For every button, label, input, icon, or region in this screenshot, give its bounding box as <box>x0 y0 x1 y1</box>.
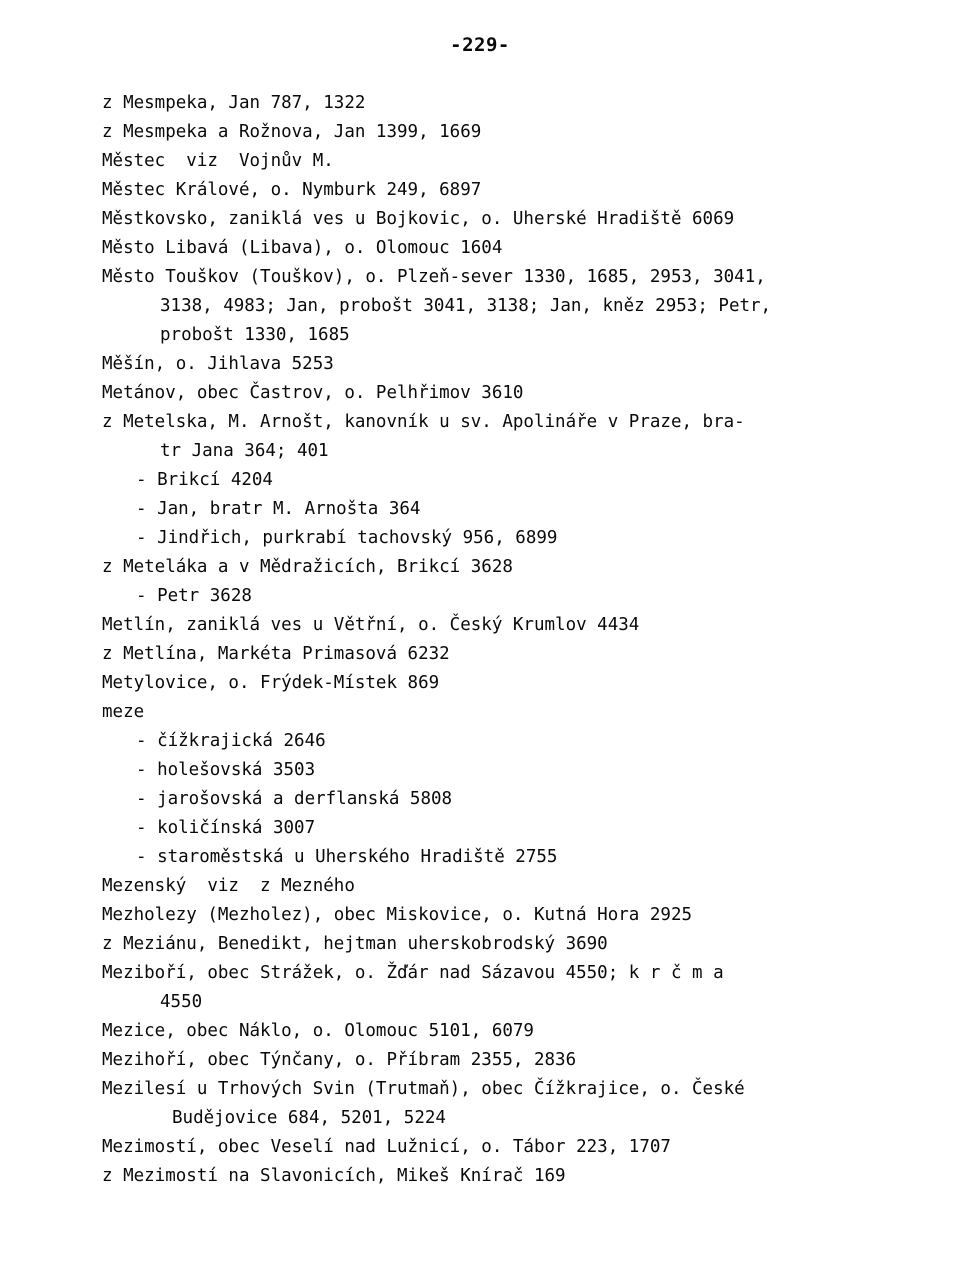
index-entry: Městkovsko, zaniklá ves u Bojkovic, o. Uherské Hradiště 6069 <box>102 209 735 229</box>
index-entry: Meziboří, obec Strážek, o. Žďár nad Sázavou 4550; k r č m a <box>102 963 724 983</box>
index-entries <box>102 89 862 1191</box>
index-entry: Měšín, o. Jihlava 5253 <box>102 354 334 374</box>
index-entry: z Meziánu, Benedikt, hejtman uherskobrodský 3690 <box>102 934 608 954</box>
index-entry: meze <box>102 702 145 722</box>
index-entry: Mezenský viz z Mezného <box>102 876 355 896</box>
index-entry: Mezice, obec Náklo, o. Olomouc 5101, 6079 <box>102 1021 534 1041</box>
index-subentry: - holešovská 3503 <box>136 760 316 780</box>
index-subentry: - Jan, bratr M. Arnošta 364 <box>136 499 421 519</box>
index-entry: z Mezimostí na Slavonicích, Mikeš Knírač 169 <box>102 1166 566 1186</box>
index-entry: Město Libavá (Libava), o. Olomouc 1604 <box>102 238 503 258</box>
index-entry-continuation: 3138, 4983; Jan, probošt 3041, 3138; Jan, kněz 2953; Petr, <box>160 296 772 316</box>
index-entry: Metylovice, o. Frýdek-Místek 869 <box>102 673 440 693</box>
index-entry: Mezimostí, obec Veselí nad Lužnicí, o. Tábor 223, 1707 <box>102 1137 671 1157</box>
index-subentry: - Jindřich, purkrabí tachovský 956, 6899 <box>136 528 558 548</box>
index-subentry: - staroměstská u Uherského Hradiště 2755 <box>136 847 558 867</box>
index-entry: Mezholezy (Mezholez), obec Miskovice, o. Kutná Hora 2925 <box>102 905 693 925</box>
index-entry: z Mesmpeka, Jan 787, 1322 <box>102 93 366 113</box>
index-entry: Městec viz Vojnův M. <box>102 151 334 171</box>
index-entry: Mezilesí u Trhových Svin (Trutmaň), obec Čížkrajice, o. České <box>102 1079 745 1099</box>
index-subentry: - Brikcí 4204 <box>136 470 273 490</box>
index-entry: z Metlína, Markéta Primasová 6232 <box>102 644 450 664</box>
index-subentry: - Petr 3628 <box>136 586 252 606</box>
index-entry-continuation: 4550 <box>160 992 203 1012</box>
index-entry: Město Touškov (Touškov), o. Plzeň-sever 1330, 1685, 2953, 3041, <box>102 267 766 287</box>
index-entry: Metánov, obec Častrov, o. Pelhřimov 3610 <box>102 383 524 403</box>
index-entry: Mezihoří, obec Týnčany, o. Příbram 2355, 2836 <box>102 1050 577 1070</box>
index-entry: Metlín, zaniklá ves u Větřní, o. Český Krumlov 4434 <box>102 615 640 635</box>
index-entry: z Meteláka a v Mědražicích, Brikcí 3628 <box>102 557 513 577</box>
index-entry-continuation: tr Jana 364; 401 <box>160 441 329 461</box>
index-entry-continuation: probošt 1330, 1685 <box>160 325 350 345</box>
index-subentry: - količínská 3007 <box>136 818 316 838</box>
index-entry-continuation: Budějovice 684, 5201, 5224 <box>172 1108 446 1128</box>
index-entry: z Mesmpeka a Rožnova, Jan 1399, 1669 <box>102 122 482 142</box>
index-entry: z Metelska, M. Arnošt, kanovník u sv. Apolináře v Praze, bra- <box>102 412 745 432</box>
index-subentry: - čížkrajická 2646 <box>136 731 326 751</box>
index-subentry: - jarošovská a derflanská 5808 <box>136 789 453 809</box>
page-number: -229- <box>450 34 510 56</box>
index-entry: Městec Králové, o. Nymburk 249, 6897 <box>102 180 482 200</box>
